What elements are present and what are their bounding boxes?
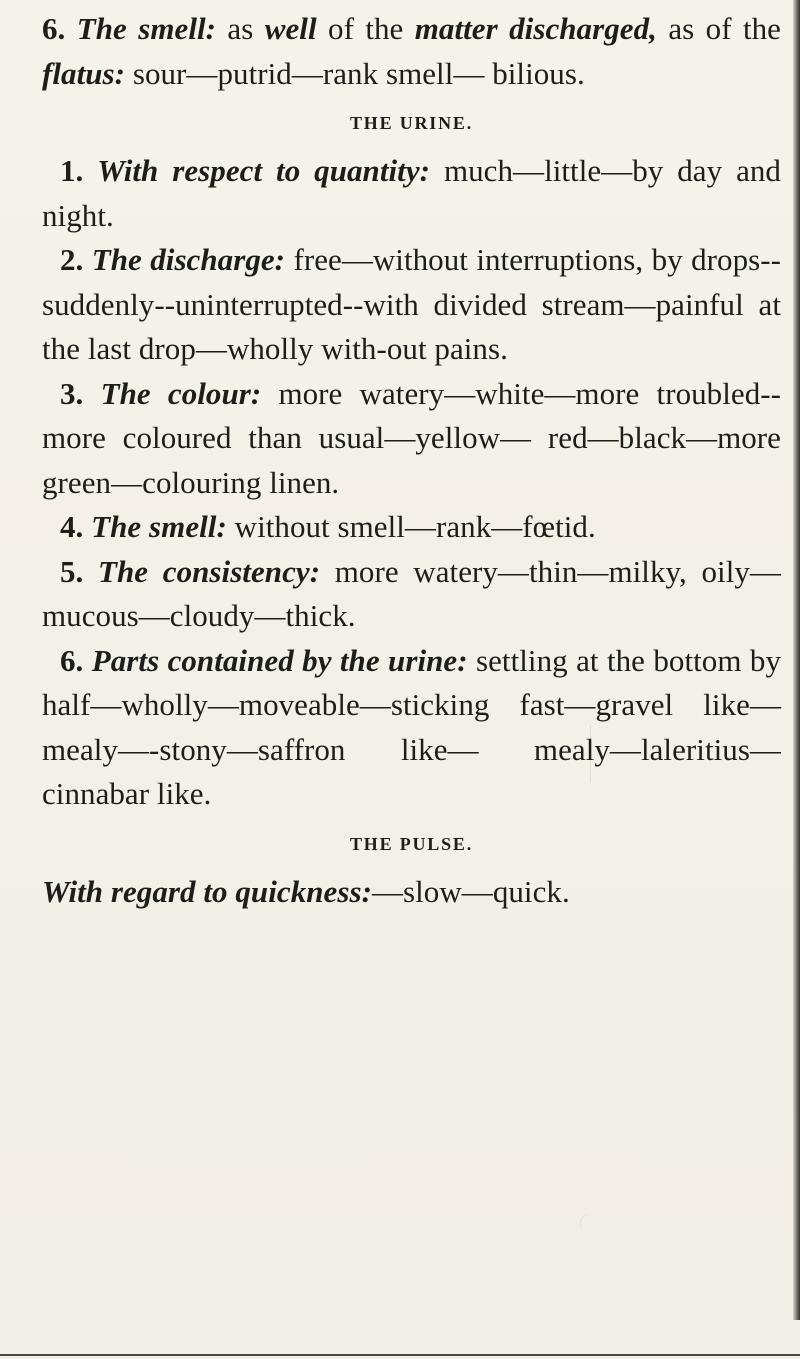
urine-item-5-number: 5. <box>60 553 99 589</box>
intro-paragraph <box>42 7 781 96</box>
urine-item-2-text: free—without interruptions, by drops--suddenly--uninterrupted--with divided stream—painful at the last drop—wholly with-out pains. <box>42 242 781 366</box>
urine-item-4-number: 4. <box>60 509 92 544</box>
pulse-label: With regard to quickness: <box>42 873 372 909</box>
intro-label-well: well <box>264 11 317 46</box>
urine-item-5 <box>42 550 781 639</box>
urine-item-2 <box>42 238 781 372</box>
urine-item-5-label: The consistency: <box>98 553 321 589</box>
urine-item-3 <box>42 372 781 506</box>
urine-item-4-label: The smell: <box>91 509 227 544</box>
intro-number: 6. <box>42 11 77 46</box>
urine-item-6-text: settling at the bottom by half—wholly—moveable—sticking fast—gravel like—mealy—-stony—saffron like— mealy—laleritius—cinnabar like. <box>42 642 781 811</box>
urine-item-2-number: 2. <box>60 242 92 277</box>
intro-label-flatus: flatus: <box>42 55 126 91</box>
urine-item-6-number: 6. <box>60 642 92 678</box>
pulse-text: —slow—quick. <box>371 873 570 909</box>
intro-text-2: of the <box>316 11 415 46</box>
pulse-paragraph <box>42 870 781 915</box>
urine-item-6 <box>42 639 781 817</box>
pulse-heading: THE PULSE. <box>349 833 474 854</box>
urine-item-3-text: more watery—white—more troubled--more coloured than usual—yellow— red—black—more green—colouring linen. <box>42 375 781 500</box>
urine-item-6-label: Parts contained by the urine: <box>91 642 468 678</box>
urine-item-3-number: 3. <box>60 375 101 411</box>
intro-text-3: as of the <box>656 11 781 46</box>
urine-item-1 <box>42 149 781 238</box>
urine-item-4 <box>42 505 781 550</box>
urine-item-1-text: much—little—by day and night. <box>42 153 781 233</box>
urine-item-1-label: With respect to quantity: <box>97 153 431 188</box>
urine-item-3-label: The colour: <box>100 375 262 411</box>
intro-label-smell: The smell: <box>76 11 217 46</box>
intro-text-4: sour—putrid—rank smell— bilious. <box>125 55 585 91</box>
intro-text-1: as <box>216 11 265 46</box>
bottom-page-rule <box>0 1354 800 1356</box>
document-text <box>42 7 781 914</box>
urine-item-5-text: more watery—thin—milky, oily—mucous—cloudy—thick. <box>42 553 781 633</box>
pencil-mark <box>577 1211 602 1236</box>
urine-item-2-label: The discharge: <box>91 242 286 277</box>
urine-item-4-text: without smell—rank—fœtid. <box>226 509 596 544</box>
urine-heading: THE URINE. <box>349 113 474 133</box>
intro-label-matter: matter discharged, <box>414 11 657 46</box>
urine-item-1-number: 1. <box>60 153 98 188</box>
right-page-edge <box>793 0 800 1320</box>
